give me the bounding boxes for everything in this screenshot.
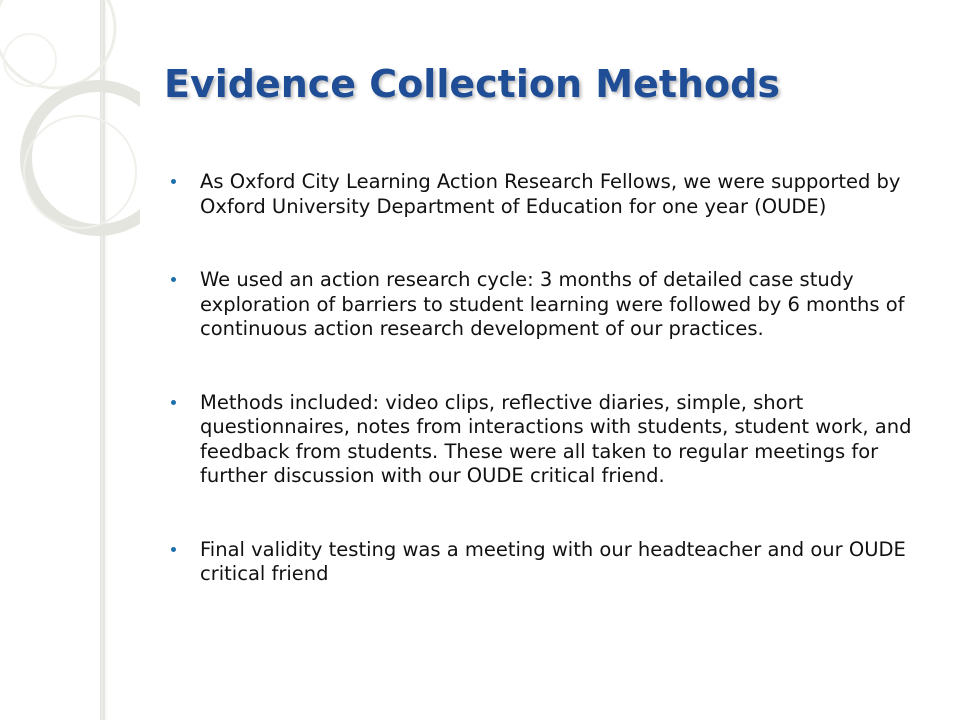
bullet-list: [168, 170, 938, 587]
bullet-text: Methods included: video clips, reflective diaries, simple, short questionnaires, notes from interactions with students, student work, and feedback from students. These were all taken to regular meetings for further discussion with our OUDE critical friend.: [200, 390, 912, 487]
bullet-item: [168, 170, 938, 219]
bullet-text: We used an action research cycle: 3 months of detailed case study exploration of barriers to student learning were followed by 6 months of continuous action research development of our practices.: [200, 268, 905, 340]
bullet-dot-icon: [171, 547, 176, 552]
bullet-item: [168, 268, 938, 342]
decorative-rings: [0, 0, 140, 720]
bullet-dot-icon: [171, 179, 176, 184]
bullet-text: As Oxford City Learning Action Research Fellows, we were supported by Oxford University Department of Education for one year (OUDE): [200, 170, 901, 218]
bullet-text: Final validity testing was a meeting with our headteacher and our OUDE critical friend: [200, 537, 906, 585]
bullet-dot-icon: [171, 277, 176, 282]
slide-title: Evidence Collection Methods: [164, 62, 780, 106]
bullet-item: [168, 538, 938, 587]
bullet-item: [168, 391, 938, 489]
bullet-dot-icon: [171, 400, 176, 405]
